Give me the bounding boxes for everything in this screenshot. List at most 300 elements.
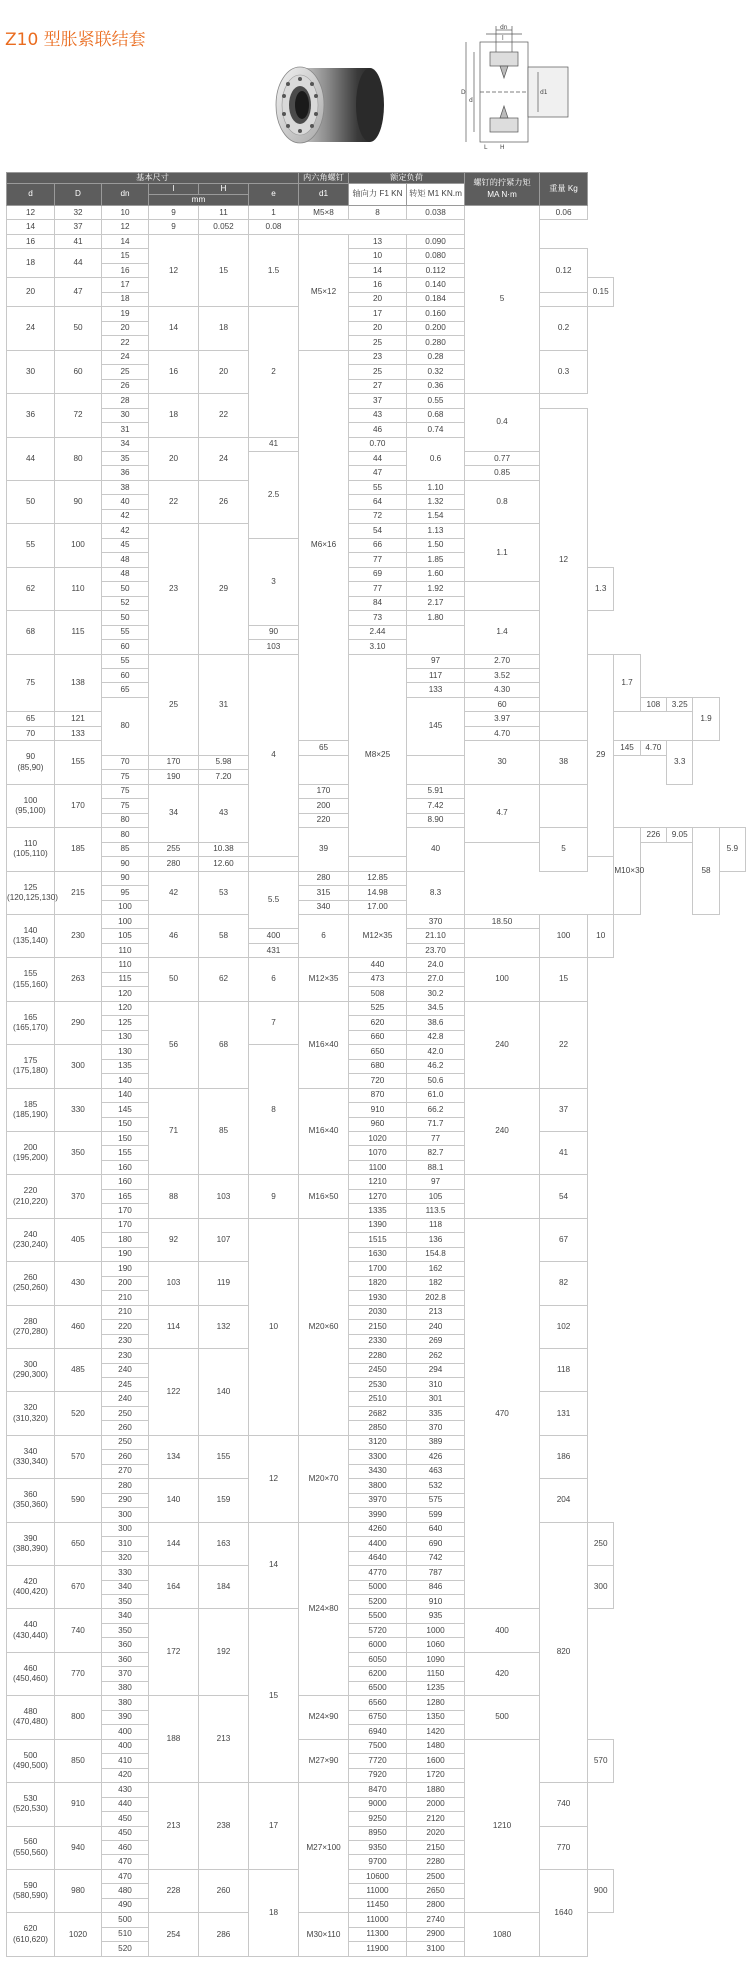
cell-l: 188 <box>149 1696 199 1783</box>
cell-e: 8 <box>249 1045 299 1175</box>
cell-dn: 210 <box>102 1291 149 1305</box>
cell-weight: 0.3 <box>540 350 588 393</box>
table-row <box>7 1855 746 1869</box>
cell-dn: 20 <box>102 321 149 335</box>
cell-d: 530 (520,530) <box>7 1783 55 1826</box>
cell-H: 163 <box>199 1522 249 1565</box>
cell-d: 62 <box>7 567 55 610</box>
cell-axial-force: 121 <box>55 712 102 726</box>
cell-l: 103 <box>149 1262 199 1305</box>
cell-D: 263 <box>55 958 102 1001</box>
cell-axial-force: 220 <box>299 813 349 827</box>
dim-label-d1: d1 <box>540 89 548 96</box>
cell-screw-torque: 240 <box>465 1088 540 1175</box>
cell-H: 62 <box>199 958 249 1001</box>
cell-torque: 12.85 <box>349 871 407 885</box>
dim-label-dn: dn <box>500 24 508 31</box>
cell-axial-force: 4640 <box>349 1551 407 1565</box>
table-row <box>7 1305 746 1319</box>
cell-torque: 1.92 <box>407 582 465 596</box>
cell-d1: M5×12 <box>299 234 349 350</box>
cell-weight: 250 <box>588 1522 614 1565</box>
cell-torque: 640 <box>407 1522 465 1536</box>
cell-weight: 420 <box>465 1652 540 1695</box>
table-row <box>7 466 746 480</box>
table-row <box>7 1276 746 1290</box>
cell-d: 220 (210,220) <box>7 1175 55 1218</box>
cell-axial-force: 145 <box>614 741 640 755</box>
cell-weight: 8.3 <box>407 871 465 914</box>
cell-weight: 10 <box>588 914 614 957</box>
cell-D: 590 <box>55 1479 102 1522</box>
cell-l: 16 <box>149 350 199 393</box>
cell-d: 590 (580,590) <box>7 1869 55 1912</box>
cell-torque: 1.13 <box>407 524 465 538</box>
cell-axial-force: 3430 <box>349 1464 407 1478</box>
cell-axial-force: 2850 <box>349 1421 407 1435</box>
cell-torque: 1000 <box>407 1623 465 1637</box>
cell-d1: M24×90 <box>299 1696 349 1739</box>
cell-l: 228 <box>149 1869 199 1912</box>
cell-dn: 110 <box>102 958 149 972</box>
cell-torque: 0.74 <box>407 423 465 437</box>
cell-dn: 440 <box>102 1797 149 1811</box>
cell-torque: 463 <box>407 1464 465 1478</box>
cell-dn: 140 <box>102 1088 149 1102</box>
cell-dn: 55 <box>102 654 149 668</box>
table-row <box>7 1349 746 1363</box>
cell-torque: 294 <box>407 1363 465 1377</box>
cell-torque: 1.80 <box>407 611 465 625</box>
cell-e: 3 <box>249 538 299 625</box>
cell-d: 175 (175,180) <box>7 1045 55 1088</box>
cell-axial-force: 6000 <box>349 1638 407 1652</box>
cell-axial-force: 4400 <box>349 1537 407 1551</box>
cell-axial-force: 370 <box>407 914 465 928</box>
cell-axial-force: 431 <box>249 943 299 957</box>
cell-dn: 42 <box>102 509 149 523</box>
spec-table <box>6 172 746 1957</box>
cell-dn: 340 <box>102 1580 149 1594</box>
table-row <box>7 538 746 552</box>
cell-d1: M16×40 <box>299 1001 349 1088</box>
cell-d: 320 (310,320) <box>7 1392 55 1435</box>
cell-D: 520 <box>55 1392 102 1435</box>
cell-axial-force: 2330 <box>349 1334 407 1348</box>
cell-l: 18 <box>149 394 199 437</box>
cell-dn: 60 <box>465 697 540 711</box>
cell-weight: 82 <box>540 1262 588 1305</box>
table-row <box>7 408 746 422</box>
cell-d: 30 <box>7 350 55 393</box>
cell-torque: 310 <box>407 1377 465 1391</box>
cell-dn: 190 <box>102 1247 149 1261</box>
cell-dn: 240 <box>102 1392 149 1406</box>
cell-dn: 480 <box>102 1884 149 1898</box>
header-axial-force: 轴向力 F1 KN <box>349 184 407 206</box>
cell-weight: 740 <box>540 1783 588 1826</box>
cell-H: 119 <box>199 1262 249 1305</box>
cell-torque: 4.70 <box>640 741 666 755</box>
cell-dn: 500 <box>102 1913 149 1927</box>
cell-dn: 330 <box>102 1566 149 1580</box>
cell-d: 390 (380,390) <box>7 1522 55 1565</box>
cell-axial-force: 72 <box>349 509 407 523</box>
cell-d1: M6×16 <box>299 350 349 741</box>
cell-weight: 0.12 <box>540 249 588 292</box>
cell-D: 47 <box>55 278 102 307</box>
cell-H: 184 <box>199 1566 249 1609</box>
table-row <box>7 451 746 465</box>
cell-torque: 0.112 <box>407 263 465 277</box>
cell-H: 85 <box>199 1088 249 1175</box>
cell-axial-force: 200 <box>299 799 349 813</box>
cell-axial-force: 44 <box>349 451 407 465</box>
dimension-drawing <box>460 22 570 152</box>
cell-weight: 186 <box>540 1435 588 1478</box>
cell-d1: M20×70 <box>299 1435 349 1522</box>
cell-d: 185 (185,190) <box>7 1088 55 1131</box>
cell-H: 103 <box>199 1175 249 1218</box>
cell-axial-force: 17 <box>349 307 407 321</box>
cell-l: 172 <box>149 1609 199 1696</box>
cell-dn: 55 <box>102 625 149 639</box>
cell-dn: 90 <box>102 871 149 885</box>
table-row <box>7 1247 746 1261</box>
cell-torque: 2.17 <box>407 596 465 610</box>
cell-dn: 45 <box>102 538 149 552</box>
cell-l: 39 <box>299 828 349 871</box>
cell-axial-force: 2510 <box>349 1392 407 1406</box>
cell-torque: 1280 <box>407 1696 465 1710</box>
cell-axial-force: 10 <box>349 249 407 263</box>
cell-H: 20 <box>199 350 249 393</box>
cell-dn: 38 <box>102 480 149 494</box>
cell-torque: 1720 <box>407 1768 465 1782</box>
cell-d: 260 (250,260) <box>7 1262 55 1305</box>
cell-torque: 27.0 <box>407 972 465 986</box>
cell-dn: 85 <box>102 842 149 856</box>
cell-axial-force: 54 <box>349 524 407 538</box>
table-row <box>7 1696 746 1710</box>
cell-torque: 46.2 <box>407 1059 465 1073</box>
cell-torque: 1.85 <box>407 553 465 567</box>
cell-torque: 82.7 <box>407 1146 465 1160</box>
cell-d: 16 <box>7 234 55 248</box>
cell-dn: 26 <box>102 379 149 393</box>
cell-D: 50 <box>55 307 102 350</box>
cell-dn: 280 <box>102 1479 149 1493</box>
table-row <box>7 1595 746 1609</box>
cell-d: 155 (155,160) <box>7 958 55 1001</box>
cell-torque: 7.42 <box>407 799 465 813</box>
cell-d: 620 (610,620) <box>7 1913 55 1957</box>
cell-weight: 1.7 <box>614 654 640 712</box>
cell-torque: 2.70 <box>465 654 540 668</box>
cell-dn: 250 <box>102 1435 149 1449</box>
cell-d: 500 (490,500) <box>7 1739 55 1782</box>
cell-torque: 88.1 <box>407 1160 465 1174</box>
cell-screw-torque: 29 <box>588 654 614 857</box>
table-row <box>7 1363 746 1377</box>
table-row <box>7 1406 746 1420</box>
cell-torque: 0.200 <box>407 321 465 335</box>
table-row <box>7 567 746 581</box>
table-row <box>7 1652 746 1666</box>
cell-torque: 0.36 <box>407 379 465 393</box>
cell-e: 9 <box>249 1175 299 1218</box>
cell-dn: 22 <box>102 336 149 350</box>
cell-d: 75 <box>7 654 55 712</box>
cell-dn: 140 <box>102 1074 149 1088</box>
cell-dn: 370 <box>102 1667 149 1681</box>
cell-D: 460 <box>55 1305 102 1348</box>
cell-torque: 118 <box>407 1218 465 1232</box>
cell-torque: 3.25 <box>667 697 693 711</box>
table-row <box>7 1869 746 1883</box>
cell-axial-force: 280 <box>149 857 199 871</box>
coupling-photo <box>270 60 400 150</box>
cell-e: 12 <box>249 1435 299 1522</box>
cell-axial-force: 2150 <box>349 1320 407 1334</box>
cell-torque: 7.20 <box>199 770 249 784</box>
cell-d1: M10×30 <box>614 828 640 915</box>
table-row <box>7 1146 746 1160</box>
cell-H: 40 <box>407 828 465 871</box>
cell-e: 17 <box>249 1783 299 1870</box>
cell-torque: 846 <box>407 1580 465 1594</box>
table-row <box>7 1059 746 1073</box>
cell-axial-force: 525 <box>349 1001 407 1015</box>
cell-torque: 2900 <box>407 1927 465 1941</box>
cell-torque: 8.90 <box>407 813 465 827</box>
cell-torque: 18.50 <box>465 914 540 928</box>
cell-axial-force: 9700 <box>349 1855 407 1869</box>
cell-dn: 150 <box>102 1117 149 1131</box>
table-row <box>7 336 746 350</box>
cell-axial-force: 90 <box>249 625 299 639</box>
cell-torque: 97 <box>407 1175 465 1189</box>
cell-axial-force: 340 <box>299 900 349 914</box>
cell-dn: 52 <box>102 596 149 610</box>
cell-D: 115 <box>55 611 102 654</box>
cell-axial-force: 1930 <box>349 1291 407 1305</box>
cell-axial-force: 9350 <box>349 1840 407 1854</box>
cell-dn: 80 <box>102 828 149 842</box>
cell-weight: 0.06 <box>540 206 588 220</box>
header-basic-dimensions: 基本尺寸 <box>7 173 299 184</box>
header-d: d <box>7 184 55 206</box>
cell-d1: M27×100 <box>299 1783 349 1913</box>
cell-axial-force: 4260 <box>349 1522 407 1536</box>
cell-axial-force: 8950 <box>349 1826 407 1840</box>
cell-l: 9 <box>149 206 199 220</box>
cell-D: 170 <box>55 784 102 827</box>
cell-torque: 0.038 <box>407 206 465 220</box>
cell-H: 18 <box>199 307 249 350</box>
cell-torque: 1600 <box>407 1754 465 1768</box>
table-row <box>7 1016 746 1030</box>
cell-d: 20 <box>7 278 55 307</box>
cell-D: 980 <box>55 1869 102 1912</box>
cell-d: 280 (270,280) <box>7 1305 55 1348</box>
cell-axial-force: 77 <box>349 582 407 596</box>
cell-dn: 28 <box>102 394 149 408</box>
cell-D: 1020 <box>55 1913 102 1957</box>
cell-torque: 213 <box>407 1305 465 1319</box>
cell-axial-force: 170 <box>299 784 349 798</box>
cell-torque: 162 <box>407 1262 465 1276</box>
cell-axial-force: 1335 <box>349 1204 407 1218</box>
cell-dn: 65 <box>299 741 349 755</box>
cell-d: 420 (400,420) <box>7 1566 55 1609</box>
cell-axial-force: 7500 <box>349 1739 407 1753</box>
cell-torque: 136 <box>407 1233 465 1247</box>
cell-axial-force: 20 <box>349 321 407 335</box>
cell-d: 300 (290,300) <box>7 1349 55 1392</box>
cell-d: 560 (550,560) <box>7 1826 55 1869</box>
table-row <box>7 1725 746 1739</box>
table-row <box>7 1132 746 1146</box>
cell-axial-force: 9 <box>149 220 199 234</box>
cell-torque: 532 <box>407 1479 465 1493</box>
table-row <box>7 1204 746 1218</box>
cell-torque: 4.30 <box>465 683 540 697</box>
cell-weight: 1.9 <box>693 697 719 740</box>
cell-torque: 742 <box>407 1551 465 1565</box>
table-row <box>7 1392 746 1406</box>
cell-torque: 269 <box>407 1334 465 1348</box>
cell-dn: 190 <box>102 1262 149 1276</box>
cell-dn: 300 <box>102 1508 149 1522</box>
cell-torque: 0.68 <box>407 408 465 422</box>
cell-axial-force: 9000 <box>349 1797 407 1811</box>
cell-screw-torque <box>465 1175 540 1218</box>
cell-e: 14 <box>249 1522 299 1609</box>
cell-weight: 1.1 <box>465 524 540 582</box>
cell-H: 26 <box>199 480 249 523</box>
cell-l: 46 <box>149 914 199 957</box>
cell-torque: 14.98 <box>349 886 407 900</box>
cell-H: 68 <box>199 1001 249 1088</box>
table-row <box>7 1160 746 1174</box>
table-row <box>7 596 746 610</box>
cell-torque: 1.10 <box>407 480 465 494</box>
cell-dn: 150 <box>102 1132 149 1146</box>
table-row <box>7 553 746 567</box>
cell-weight: 900 <box>588 1869 614 1912</box>
cell-weight: 41 <box>540 1132 588 1175</box>
cell-torque: 0.32 <box>407 365 465 379</box>
table-row <box>7 1754 746 1768</box>
cell-weight: 0.15 <box>588 278 614 307</box>
cell-torque: 1.60 <box>407 567 465 581</box>
cell-axial-force: 10600 <box>349 1869 407 1883</box>
cell-dn: 120 <box>102 987 149 1001</box>
cell-dn: 105 <box>102 929 149 943</box>
table-row <box>7 1638 746 1652</box>
cell-torque: 42.8 <box>407 1030 465 1044</box>
table-row <box>7 1001 746 1015</box>
cell-torque: 105 <box>407 1189 465 1203</box>
cell-D: 850 <box>55 1739 102 1782</box>
cell-axial-force: 16 <box>349 278 407 292</box>
cell-d1: M20×60 <box>299 1218 349 1435</box>
cell-D: 800 <box>55 1696 102 1739</box>
table-row <box>7 423 746 437</box>
cell-torque: 1150 <box>407 1667 465 1681</box>
cell-e: 4 <box>249 654 299 857</box>
cell-dn: 12 <box>102 220 149 234</box>
cell-D: 405 <box>55 1218 102 1261</box>
cell-axial-force: 47 <box>349 466 407 480</box>
cell-axial-force: 473 <box>349 972 407 986</box>
cell-torque: 24.0 <box>407 958 465 972</box>
cell-dn: 360 <box>102 1652 149 1666</box>
table-row <box>7 1233 746 1247</box>
cell-e: 1 <box>249 206 299 220</box>
table-row <box>7 206 746 220</box>
cell-l: 122 <box>149 1349 199 1436</box>
cell-axial-force: 133 <box>55 726 102 740</box>
cell-dn: 400 <box>102 1725 149 1739</box>
table-row <box>7 1797 746 1811</box>
table-row <box>7 582 746 596</box>
cell-torque: 3.97 <box>465 712 540 726</box>
cell-e: 5 <box>540 828 588 871</box>
cell-axial-force: 23 <box>349 350 407 364</box>
cell-weight: 67 <box>540 1218 588 1261</box>
cell-weight: 102 <box>540 1305 588 1348</box>
cell-dn: 34 <box>102 437 149 451</box>
cell-D: 145 <box>407 697 465 755</box>
cell-torque: 50.6 <box>407 1074 465 1088</box>
cell-torque: 1350 <box>407 1710 465 1724</box>
header-H: H <box>199 184 249 195</box>
dim-label-L: L <box>484 144 488 151</box>
header-unit-mm: mm <box>149 195 249 206</box>
cell-l: 164 <box>149 1566 199 1609</box>
cell-H: 53 <box>199 871 249 914</box>
cell-l: 20 <box>149 437 199 480</box>
cell-torque: 0.140 <box>407 278 465 292</box>
cell-torque: 2280 <box>407 1855 465 1869</box>
cell-torque: 42.0 <box>407 1045 465 1059</box>
page-title: Z10 型胀紧联结套 <box>5 30 146 50</box>
cell-dn: 75 <box>102 784 149 798</box>
cell-dn: 65 <box>7 712 55 726</box>
header-row-1 <box>7 173 746 184</box>
cell-dn: 340 <box>102 1609 149 1623</box>
cell-dn: 170 <box>102 1218 149 1232</box>
cell-weight: 0.6 <box>407 437 465 480</box>
cell-dn: 490 <box>102 1898 149 1912</box>
cell-screw-torque: 240 <box>465 1001 540 1088</box>
cell-dn: 460 <box>102 1840 149 1854</box>
cell-e: 1.5 <box>249 234 299 306</box>
cell-axial-force: 960 <box>349 1117 407 1131</box>
table-row <box>7 914 746 928</box>
cell-dn: 48 <box>102 567 149 581</box>
cell-dn: 60 <box>102 640 149 654</box>
cell-torque: 77 <box>407 1132 465 1146</box>
table-row <box>7 1508 746 1522</box>
table-row <box>7 1913 746 1927</box>
cell-H: 140 <box>199 1349 249 1436</box>
cell-axial-force: 2682 <box>349 1406 407 1420</box>
cell-dn: 240 <box>102 1363 149 1377</box>
cell-d: 140 (135,140) <box>7 914 55 957</box>
